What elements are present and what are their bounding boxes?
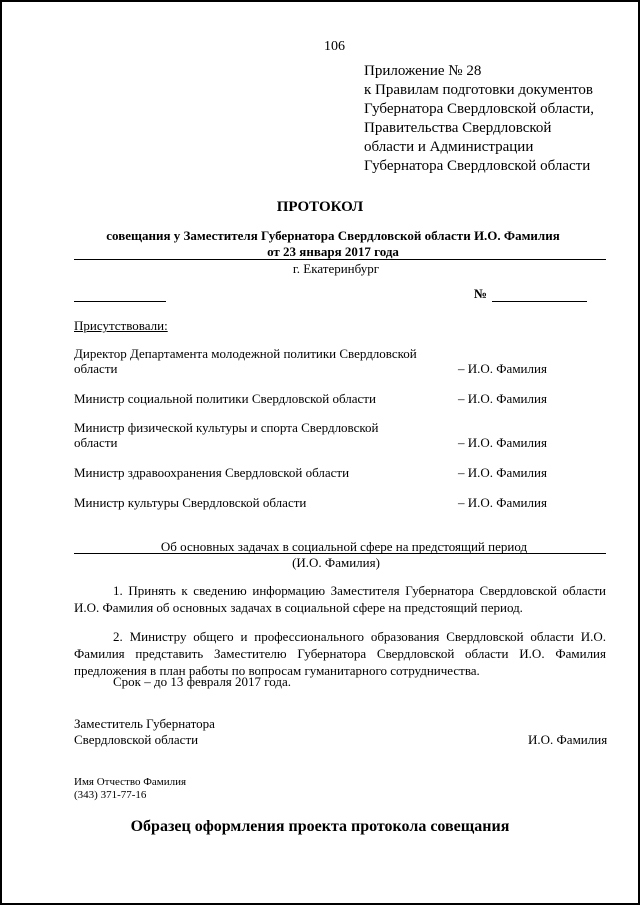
- attendee-name: – И.О. Фамилия: [458, 361, 547, 376]
- attendee-role: Министр культуры Свердловской области: [74, 495, 307, 510]
- appendix-line: Губернатора Свердловской области: [364, 158, 591, 174]
- sample-caption: Образец оформления проекта протокола совещания: [130, 818, 510, 835]
- attendee-role: области: [74, 361, 118, 376]
- number-blank: [492, 301, 587, 302]
- executor-phone: (343) 371-77-16: [74, 789, 147, 801]
- signer-position: Свердловской области: [74, 732, 199, 747]
- appendix-line: области и Администрации: [364, 139, 534, 155]
- agenda-topic: Об основных задачах в социальной сфере на предстоящий период: [160, 539, 528, 554]
- protocol-title: ПРОТОКОЛ: [276, 199, 364, 215]
- page-number: 106: [324, 39, 345, 54]
- attendee-role: Министр физической культуры и спорта Свердловской: [74, 420, 379, 435]
- agenda-divider: [74, 553, 606, 554]
- agenda-speaker: (И.О. Фамилия): [292, 555, 380, 570]
- meeting-subtitle: совещания у Заместителя Губернатора Свердловской области И.О. Фамилия: [106, 228, 560, 243]
- attendee-role: Министр социальной политики Свердловской области: [74, 391, 376, 406]
- deadline: Срок – до 13 февраля 2017 года.: [113, 674, 292, 689]
- header-divider: [74, 259, 606, 260]
- attendee-name: – И.О. Фамилия: [458, 391, 547, 406]
- signer-name: И.О. Фамилия: [528, 732, 608, 747]
- attendees-heading: Присутствовали:: [74, 318, 168, 333]
- date-blank: [74, 301, 166, 302]
- decision-paragraph: 2. Министру общего и профессионального образования Свердловской области И.О. Фамилия представить Заместителю Губернатора Свердловской области И.О. Фамилия предложения в план работы по вопросам гуманитарного сотрудничества.: [74, 629, 606, 678]
- meeting-date: от 23 января 2017 года: [267, 244, 399, 259]
- executor-name: Имя Отчество Фамилия: [74, 776, 187, 788]
- appendix-line: Правительства Свердловской: [364, 120, 552, 136]
- attendee-role: Директор Департамента молодежной политики Свердловской: [74, 346, 417, 361]
- signer-position: Заместитель Губернатора: [74, 716, 215, 731]
- appendix-line: к Правилам подготовки документов: [364, 82, 593, 98]
- appendix-line: Приложение № 28: [364, 63, 482, 79]
- attendee-name: – И.О. Фамилия: [458, 495, 547, 510]
- attendee-role: области: [74, 435, 118, 450]
- appendix-line: Губернатора Свердловской области,: [364, 101, 594, 117]
- number-label: №: [474, 286, 488, 301]
- attendee-name: – И.О. Фамилия: [458, 435, 547, 450]
- decision-paragraph: 1. Принять к сведению информацию Заместителя Губернатора Свердловской области И.О. Фамилия об основных задачах в социальной сфере на предстоящий период.: [74, 583, 606, 615]
- city: г. Екатеринбург: [292, 261, 380, 276]
- attendee-name: – И.О. Фамилия: [458, 465, 547, 480]
- attendee-role: Министр здравоохранения Свердловской области: [74, 465, 350, 480]
